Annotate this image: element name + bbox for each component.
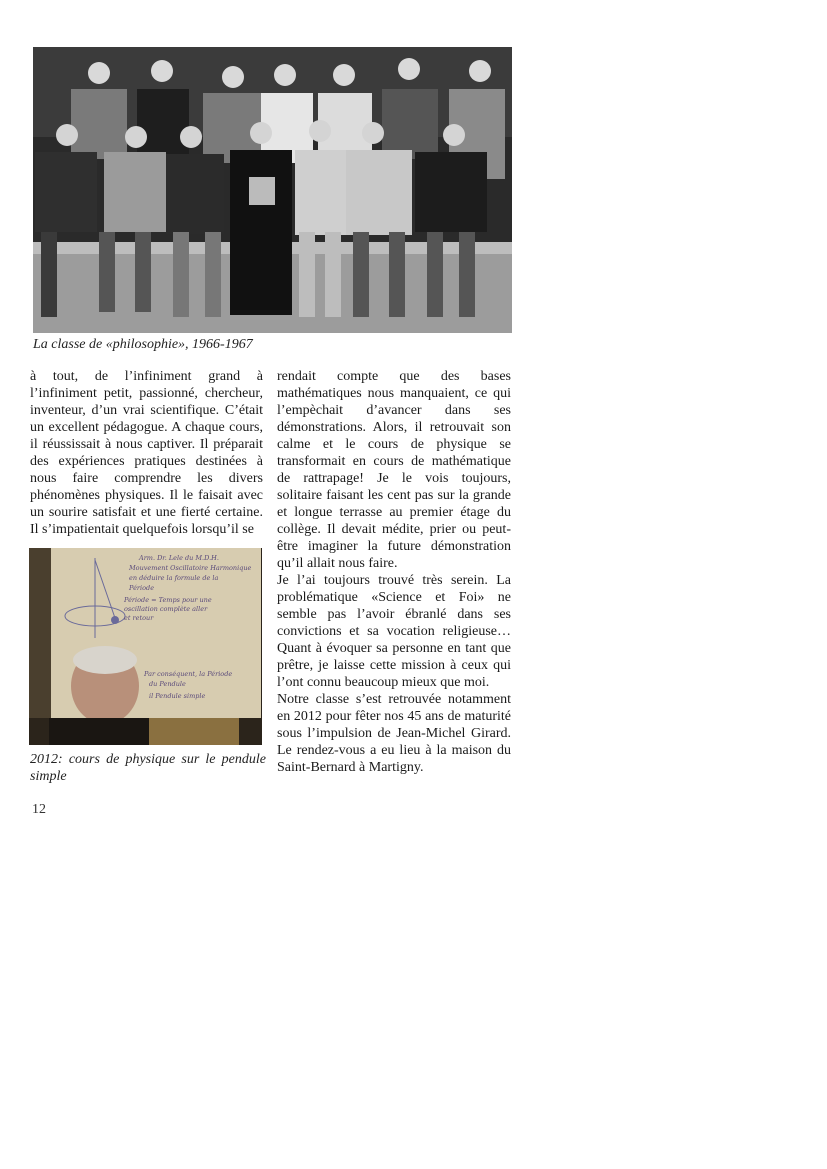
class-photo-caption: La classe de «philosophie», 1966-1967 <box>33 337 253 352</box>
page-number: 12 <box>32 802 46 817</box>
board-note: et retour <box>124 614 154 622</box>
board-note: Par conséquent, la Période <box>144 670 233 678</box>
board-note: Période <box>129 584 155 592</box>
lecture-photo-image <box>29 548 262 745</box>
class-photo-image <box>33 47 512 333</box>
paragraph: à tout, de l’infiniment grand à l’infiniment petit, passionné, chercheur, inventeur, d’un vrai scientifique. C’était un excellent pédagogue. A chaque cours, il réussissait à nous captiver. Il préparait des expériences pratiques destinées à nous faire comprendre les divers phénomènes physiques. Il le faisait avec un sourire satisfait et une fierté certaine. Il s’impatientait quelquefois lorsqu’il se <box>30 369 263 537</box>
board-note: Période = Temps pour une <box>124 596 212 604</box>
board-note: Mouvement Oscillatoire Harmonique <box>129 564 252 572</box>
lecture-photo-caption: 2012: cours de physique sur le pendule simple <box>30 752 266 784</box>
text-column-left <box>30 368 263 538</box>
paragraph: rendait compte que des bases mathématiques nous manquaient, ce qui l’empèchait d’avancer dans ses démonstrations. Alors, il retrouvait son calme et le cours de physique se transformait en cours de mathématique de rattrapage! Je le vois toujours, solitaire faisant les cent pas sur la grande et longue terrasse au premier étage du collège. Il devait médite, prier ou peut-être imaginer la future démonstration qu’il allait nous faire. <box>277 369 511 571</box>
board-note: il Pendule simple <box>149 692 206 700</box>
lecture-photo <box>29 548 262 745</box>
paragraph: Je l’ai toujours trouvé très serein. La problématique «Science et Foi» ne semble pas l’avoir ébranlé dans ses convictions et sa vocation religieuse… Quant à évoquer sa personne en tant que prêtre, je laisse cette mission à ceux qui l’ont connu beaucoup mieux que moi. <box>277 573 511 690</box>
board-note: Arm. Dr. Lele du M.D.H. <box>139 554 219 562</box>
board-note: en déduire la formule de la <box>129 574 219 582</box>
paragraph: Notre classe s’est retrouvée notamment en 2012 pour fêter nos 45 ans de maturité sous l’impulsion de Jean-Michel Girard. Le rendez-vous a eu lieu à la maison du Saint-Bernard à Martigny. <box>277 692 511 775</box>
class-photo <box>33 47 512 333</box>
board-note: oscillation complète aller <box>124 605 208 613</box>
board-note: du Pendule <box>149 680 186 688</box>
text-column-right <box>277 368 511 776</box>
